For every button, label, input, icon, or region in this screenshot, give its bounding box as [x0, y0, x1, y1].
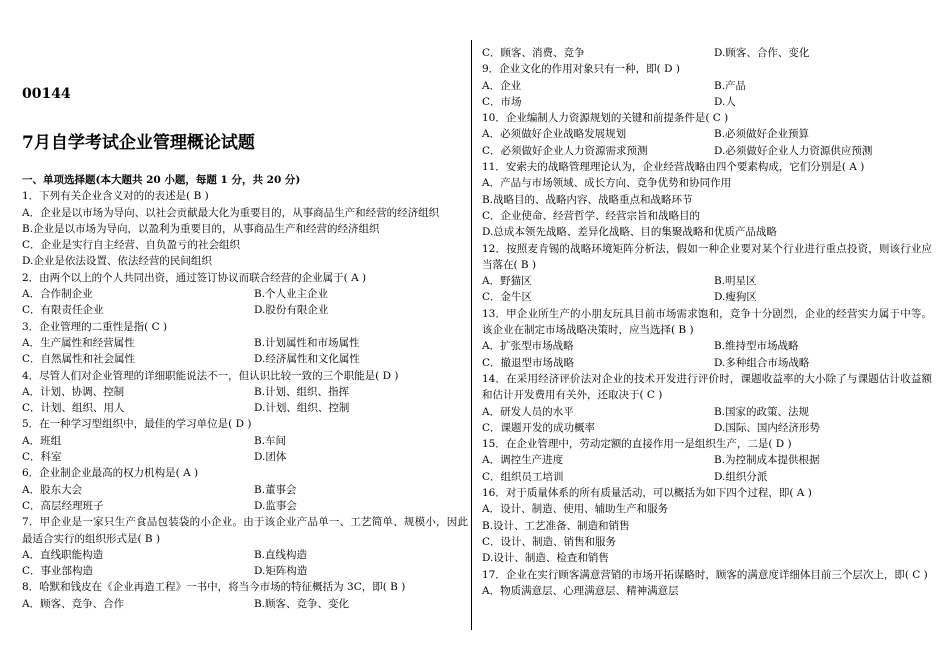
option-row: [22, 596, 468, 612]
option-text: A．班组: [22, 434, 62, 447]
option-text: B.个人业主企业: [254, 288, 329, 301]
option-row: [22, 563, 468, 579]
option-text: C．必须做好企业人力资源需求预测: [482, 144, 648, 157]
option-text: D.计划、组织、控制: [254, 402, 350, 415]
option-text: C．撤退型市场战略: [482, 356, 575, 369]
option-row: [22, 335, 468, 351]
option-text: C．有限责任企业: [22, 304, 104, 317]
option-text: D.股份有限企业: [254, 304, 329, 317]
option-text: C．企业使命、经营哲学、经营宗旨和战略目的: [482, 209, 701, 222]
option-text: A．计划、协调、控制: [22, 385, 125, 398]
option-text: B.企业是以市场为导向，以盈利为重要目的，从事商品生产和经营的经济组织: [22, 222, 380, 235]
exam-code: 00144: [22, 86, 71, 102]
option-text: D.人: [714, 95, 736, 108]
option-text: C．事业部构造: [22, 565, 94, 578]
option-row: [22, 286, 468, 302]
question-stem: 4．尽管人们对企业管理的详细职能说法不一，但认识比较一致的三个职能是( D ): [22, 369, 399, 382]
option-text: C．自然属性和社会属性: [22, 353, 136, 366]
question-stem: 15．在企业管理中，劳动定额的直接作用一是组织生产，二是( D ): [482, 438, 792, 451]
option-row: [482, 78, 932, 94]
option-row: [482, 420, 932, 436]
option-text: A．产品与市场领域、成长方向、竞争优势和协同作用: [482, 177, 732, 190]
option-row: [22, 400, 468, 416]
question-stem: 17．企业在实行顾客满意营销的市场开拓谋略时，顾客的满意度详细体目前三个层次上，即( C ): [482, 568, 928, 581]
option-text: B.明星区: [714, 275, 757, 288]
option-text: B.战略目的、战略内容、战略重点和战略环节: [482, 193, 693, 206]
page-title: 7月自学考试企业管理概论试题: [22, 133, 255, 153]
option-row: [22, 482, 468, 498]
option-text: D.组织分派: [714, 470, 768, 483]
question-stem: 8．哈默和钱皮在《企业再造工程》一书中，将当今市场的特征概括为 3C，即( B ): [22, 581, 406, 594]
option-text: C．组织员工培训: [482, 470, 564, 483]
question-stem: 14．在采用经济评价法对企业的技术开发进行评价时，课题收益率的大小除了与课题估计收益额和估计开发费用有关外，还取决于( C ): [482, 372, 932, 402]
option-row: [482, 338, 932, 354]
option-text: D.经济属性和文化属性: [254, 353, 360, 366]
option-text: B.为控制成本提供根据: [714, 454, 820, 467]
option-text: D.团体: [254, 451, 287, 464]
option-text: A．直线职能构造: [22, 548, 104, 561]
option-text: D.顾客、合作、变化: [714, 47, 810, 59]
option-text: C．企业是实行自主经营、自负盈亏的社会组织: [22, 239, 241, 252]
option-text: D.瘦狗区: [714, 291, 757, 304]
question-stem: 13．甲企业所生产的小朋友玩具目前市场需求饱和，竞争十分剧烈，企业的经营实力属于中等。该企业在制定市场战略决策时，应当选择( B ): [482, 307, 932, 337]
option-row: [482, 273, 932, 289]
option-row: [482, 404, 932, 420]
option-text: B.车间: [254, 434, 287, 447]
option-text: B.设计、工艺准备、制造和销售: [482, 519, 630, 532]
option-row: [22, 498, 468, 514]
question-stem: 16．对于质量体系的所有质量活动，可以概括为如下四个过程，即( A ): [482, 487, 812, 500]
question-stem: 6．企业制企业最高的权力机构是( A ): [22, 467, 199, 480]
option-text: D.监事会: [254, 499, 297, 512]
option-text: A．合作制企业: [22, 288, 93, 301]
question-stem: 3．企业管理的二重性是指( C ): [22, 320, 168, 333]
option-row: [22, 384, 468, 400]
option-text: D.矩阵构造: [254, 565, 308, 578]
option-text: B.直线构造: [254, 548, 308, 561]
option-text: C．高层经理班子: [22, 499, 104, 512]
option-text: D.设计、制造、检查和销售: [482, 552, 609, 565]
section-header: 一、单项选择题(本大题共 20 小题，每题 1 分，共 20 分): [22, 174, 301, 186]
option-text: A．股东大会: [22, 483, 83, 496]
option-row: [482, 126, 932, 142]
option-row: [482, 289, 932, 305]
option-row: [22, 449, 468, 465]
option-text: B.必须做好企业预算: [714, 128, 810, 141]
option-text: A．扩张型市场战略: [482, 340, 574, 353]
option-text: A．物质满意层、心理满意层、精神满意层: [482, 584, 679, 597]
option-row: [482, 452, 932, 468]
option-row: [482, 45, 932, 61]
option-row: [22, 302, 468, 318]
option-text: B.产品: [714, 79, 747, 92]
option-text: B.顾客、竞争、变化: [254, 597, 350, 610]
option-text: D.国际、国内经济形势: [714, 421, 820, 434]
question-stem: 9．企业文化的作用对象只有一种，即( D ): [482, 63, 680, 76]
option-text: C．设计、制造、销售和服务: [482, 535, 617, 548]
option-text: A．顾客、竞争、合作: [22, 597, 125, 610]
option-text: B.董事会: [254, 483, 297, 496]
option-row: [482, 355, 932, 371]
option-text: D.企业是依法设置、依法经营的民间组织: [22, 255, 212, 268]
option-text: D.总成本领先战略、差异化战略、目的集聚战略和优质产品战略: [482, 226, 777, 239]
option-text: A．生产属性和经营属性: [22, 336, 135, 349]
option-row: [482, 94, 932, 110]
option-text: B.计划属性和市场属性: [254, 336, 360, 349]
question-stem: 7．甲企业是一家只生产食品包装袋的小企业。由于该企业产品单一、工艺简单、规模小，因此最适合实行的组织形式是( B ): [22, 516, 468, 545]
question-stem: 11．安索夫的战略管理理论认为，企业经营战略由四个要素构成，它们分别是( A ): [482, 161, 865, 174]
option-text: A．设计、制造、使用、辅助生产和服务: [482, 503, 669, 516]
option-row: [22, 547, 468, 563]
option-text: D.必须做好企业人力资源供应预测: [714, 144, 873, 157]
option-row: [482, 143, 932, 159]
left-column: [22, 172, 468, 612]
option-text: A．研发人员的水平: [482, 405, 574, 418]
option-text: C．金牛区: [482, 291, 533, 304]
option-text: A．企业是以市场为导向、以社会贡献最大化为重要目的，从事商品生产和经营的经济组织: [22, 206, 440, 219]
question-stem: 10．企业编制人力资源规划的关键和前提条件是( C ): [482, 112, 729, 125]
column-divider: [471, 40, 472, 630]
question-stem: 5．在一种学习型组织中，最佳的学习单位是( D ): [22, 418, 252, 431]
option-text: C．课题开发的成功概率: [482, 421, 596, 434]
option-text: C．市场: [482, 95, 522, 108]
option-text: A．调控生产进度: [482, 454, 564, 467]
option-row: [22, 433, 468, 449]
option-text: A．必须做好企业战略发展规划: [482, 128, 627, 141]
option-text: C．科室: [22, 451, 62, 464]
option-row: [22, 351, 468, 367]
option-text: B.维持型市场战略: [714, 340, 799, 353]
option-text: A．野猫区: [482, 275, 532, 288]
question-stem: 12．按照麦肯锡的战略环境矩阵分析法，假如一种企业要对某个行业进行重点投资，则该行业应当落在( B ): [482, 242, 932, 271]
option-row: [482, 469, 932, 485]
option-text: A．企业: [482, 79, 522, 92]
option-text: B.计划、组织、指挥: [254, 385, 350, 398]
option-text: B.国家的政策、法规: [714, 405, 810, 418]
option-text: C．计划、组织、用人: [22, 402, 125, 415]
option-text: C．顾客、消费、竞争: [482, 47, 585, 59]
option-text: D.多种组合市场战略: [714, 356, 810, 369]
question-stem: 1．下列有关企业含义对的的表述是( B ): [22, 190, 209, 203]
question-stem: 2．由两个以上的个人共同出资，通过签订协议而联合经营的企业属于( A ): [22, 271, 367, 284]
right-column: [482, 45, 932, 599]
